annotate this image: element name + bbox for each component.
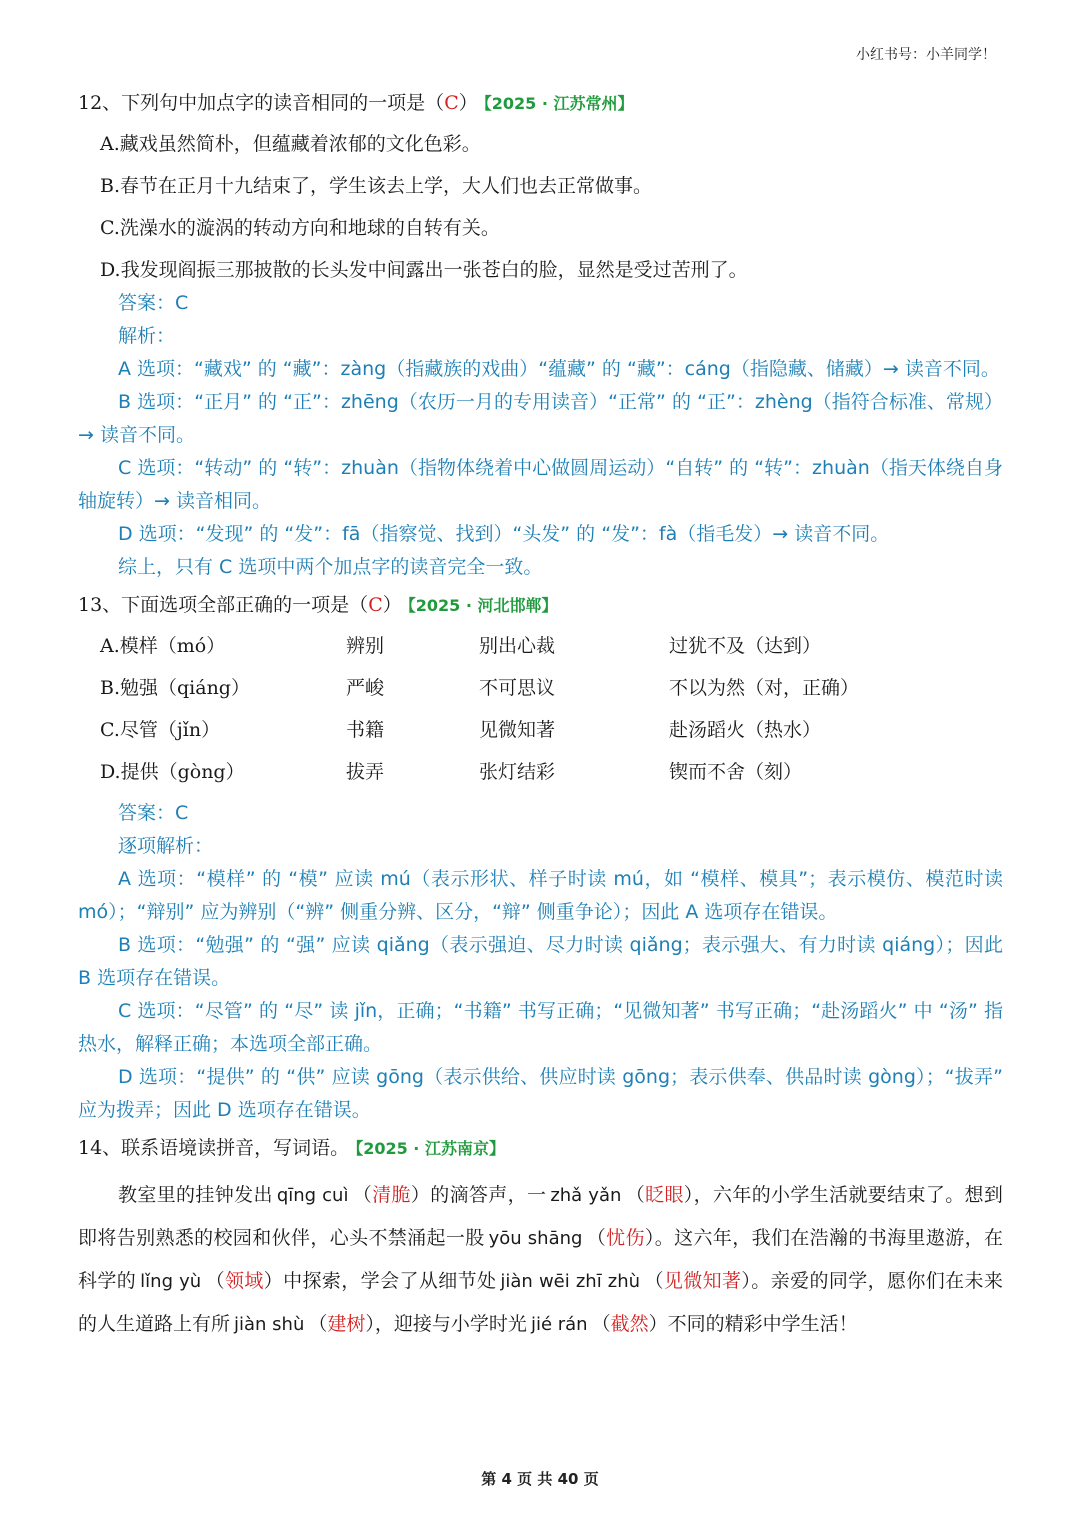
q13-c-col4: 赴汤蹈火（热水） (669, 719, 822, 741)
q13-options-table (78, 631, 1003, 787)
q13-a-col1: A.模样（mó） (100, 635, 226, 657)
q14-passage: 教室里的挂钟发出 qīng cuì （清脆）的滴答声，一 zhǎ yǎn （眨眼），六年的小学生活就要结束了。想到即将告别熟悉的校园和伙伴，心头不禁涌起一股 yōu shāng （忧伤）。这六年，我们在浩瀚的书海里遨游，在科学的 lǐng yù （领域）中探索，学会了从细节处 jiàn wēi zhī zhù （见微知著）。亲爱的同学，愿你们在未来的人生道路上有所 jiàn shù （建树），迎接与小学时光 jié rán （截然）不同的精彩中学生活！ (78, 1184, 1003, 1335)
q13-answer-mark: C (368, 594, 383, 616)
footer-page-number: 第 4 页 共 40 页 (481, 1470, 599, 1488)
q13-b-col4: 不以为然（对，正确） (669, 677, 860, 699)
q13-c-col2: 书籍 (346, 719, 385, 741)
fill-5: 见微知著 (663, 1270, 742, 1292)
q13-answer: 答案：C (118, 802, 189, 824)
q13-a-col2: 辨别 (346, 635, 385, 657)
pinyin-7: jié rán (530, 1314, 588, 1335)
pinyin-3: yōu shāng (488, 1228, 583, 1249)
q12-option-d: D.我发现阎振三那披散的长头发中间露出一张苍白的脸，显然是受过苦刑了。 (100, 259, 748, 281)
q13-analysis-label: 逐项解析： (118, 835, 214, 857)
q13-d-col4: 锲而不舍（刻） (669, 761, 803, 783)
pinyin-6: jiàn shù (234, 1314, 305, 1335)
q14-source: 【2025 · 江苏南京】 (355, 1139, 505, 1158)
q12-option-c: C.洗澡水的漩涡的转动方向和地球的自转有关。 (100, 217, 500, 239)
q13-d-col1: D.提供（gòng） (100, 761, 245, 783)
q12-option-a: A.藏戏虽然简朴，但蕴藏着浓郁的文化色彩。 (100, 133, 481, 155)
pinyin-1: qīng cuì (276, 1185, 349, 1206)
q12-analysis-c: C 选项：“转动” 的 “转”：zhuàn（指物体绕着中心做圆周运动）“自转” 的 “转”：zhuàn（指天体绕自身轴旋转）→ 读音相同。 (78, 457, 1003, 512)
q12-stem: 12、下列句中加点字的读音相同的一项是（C） 【2025 · 江苏常州】 (78, 92, 634, 114)
q13-b-col3: 不可思议 (479, 677, 556, 699)
q12-analysis-d: D 选项：“发现” 的 “发”：fā（指察觉、找到）“头发” 的 “发”：fà（指毛发）→ 读音不同。 (118, 523, 890, 545)
q12-analysis-label: 解析： (118, 325, 176, 347)
pinyin-4: lǐng yù (140, 1271, 202, 1292)
q13-analysis-a: A 选项：“模样” 的 “模” 应读 mú（表示形状、样子时读 mú，如 “模样、模具”；表示模仿、模范时读 mó）；“辩别” 应为辨别（“辨” 侧重分辨、区分，“辩” 侧重争论）；因此 A 选项存在错误。 (78, 868, 1003, 923)
page-content (78, 88, 1003, 1346)
q14-stem: 14、联系语境读拼音，写词语。 【2025 · 江苏南京】 (78, 1137, 505, 1159)
q13-c-col3: 见微知著 (479, 719, 556, 741)
fill-4: 领域 (224, 1270, 264, 1292)
q13-c-col1: C.尽管（jǐn） (100, 719, 221, 741)
q13-b-col1: B.勉强（qiáng） (100, 677, 250, 699)
pinyin-5: jiàn wēi zhī zhù (500, 1271, 641, 1292)
q12-summary: 综上，只有 C 选项中两个加点字的读音完全一致。 (118, 556, 543, 578)
fill-6: 建树 (327, 1313, 366, 1335)
q12-answer: 答案：C (118, 292, 189, 314)
fill-7: 截然 (610, 1313, 649, 1335)
q13-stem: 13、下面选项全部正确的一项是（C） 【2025 · 河北邯郸】 (78, 594, 558, 616)
q13-a-col3: 别出心裁 (479, 635, 556, 657)
q13-analysis-b: B 选项：“勉强” 的 “强” 应读 qiǎng（表示强迫、尽力时读 qiǎng；表示强大、有力时读 qiáng）；因此 B 选项存在错误。 (78, 934, 1003, 989)
fill-1: 清脆 (372, 1184, 411, 1206)
fill-3: 忧伤 (606, 1227, 645, 1249)
q12-option-b: B.春节在正月十九结束了，学生该去上学，大人们也去正常做事。 (100, 175, 653, 197)
q12-analysis-b: B 选项：“正月” 的 “正”：zhēng（农历一月的专用读音）“正常” 的 “正”：zhèng（指符合标准、常规）→ 读音不同。 (78, 391, 1003, 446)
q12-answer-mark: C (444, 92, 459, 114)
header-account: 小红书号：小羊同学！ (856, 47, 996, 63)
q13-analysis-c: C 选项：“尽管” 的 “尽” 读 jǐn，正确；“书籍” 书写正确；“见微知著” 书写正确；“赴汤蹈火” 中 “汤” 指热水，解释正确；本选项全部正确。 (78, 1000, 1003, 1055)
q13-b-col2: 严峻 (346, 677, 385, 699)
q12-analysis-a: A 选项：“藏戏” 的 “藏”：zàng（指藏族的戏曲）“蕴藏” 的 “藏”：cáng（指隐藏、储藏）→ 读音不同。 (118, 358, 1000, 380)
q13-d-col3: 张灯结彩 (479, 761, 556, 783)
fill-2: 眨眼 (645, 1184, 684, 1206)
q13-analysis-d: D 选项：“提供” 的 “供” 应读 gōng（表示供给、供应时读 gōng；表示供奉、供品时读 gòng）；“拔弄” 应为拨弄；因此 D 选项存在错误。 (78, 1066, 1003, 1121)
q13-d-col2: 拔弄 (346, 761, 385, 783)
pinyin-2: zhǎ yǎn (550, 1185, 622, 1206)
q13-source: 【2025 · 河北邯郸】 (407, 596, 558, 615)
q12-source: 【2025 · 江苏常州】 (483, 94, 634, 113)
q13-a-col4: 过犹不及（达到） (669, 635, 822, 657)
